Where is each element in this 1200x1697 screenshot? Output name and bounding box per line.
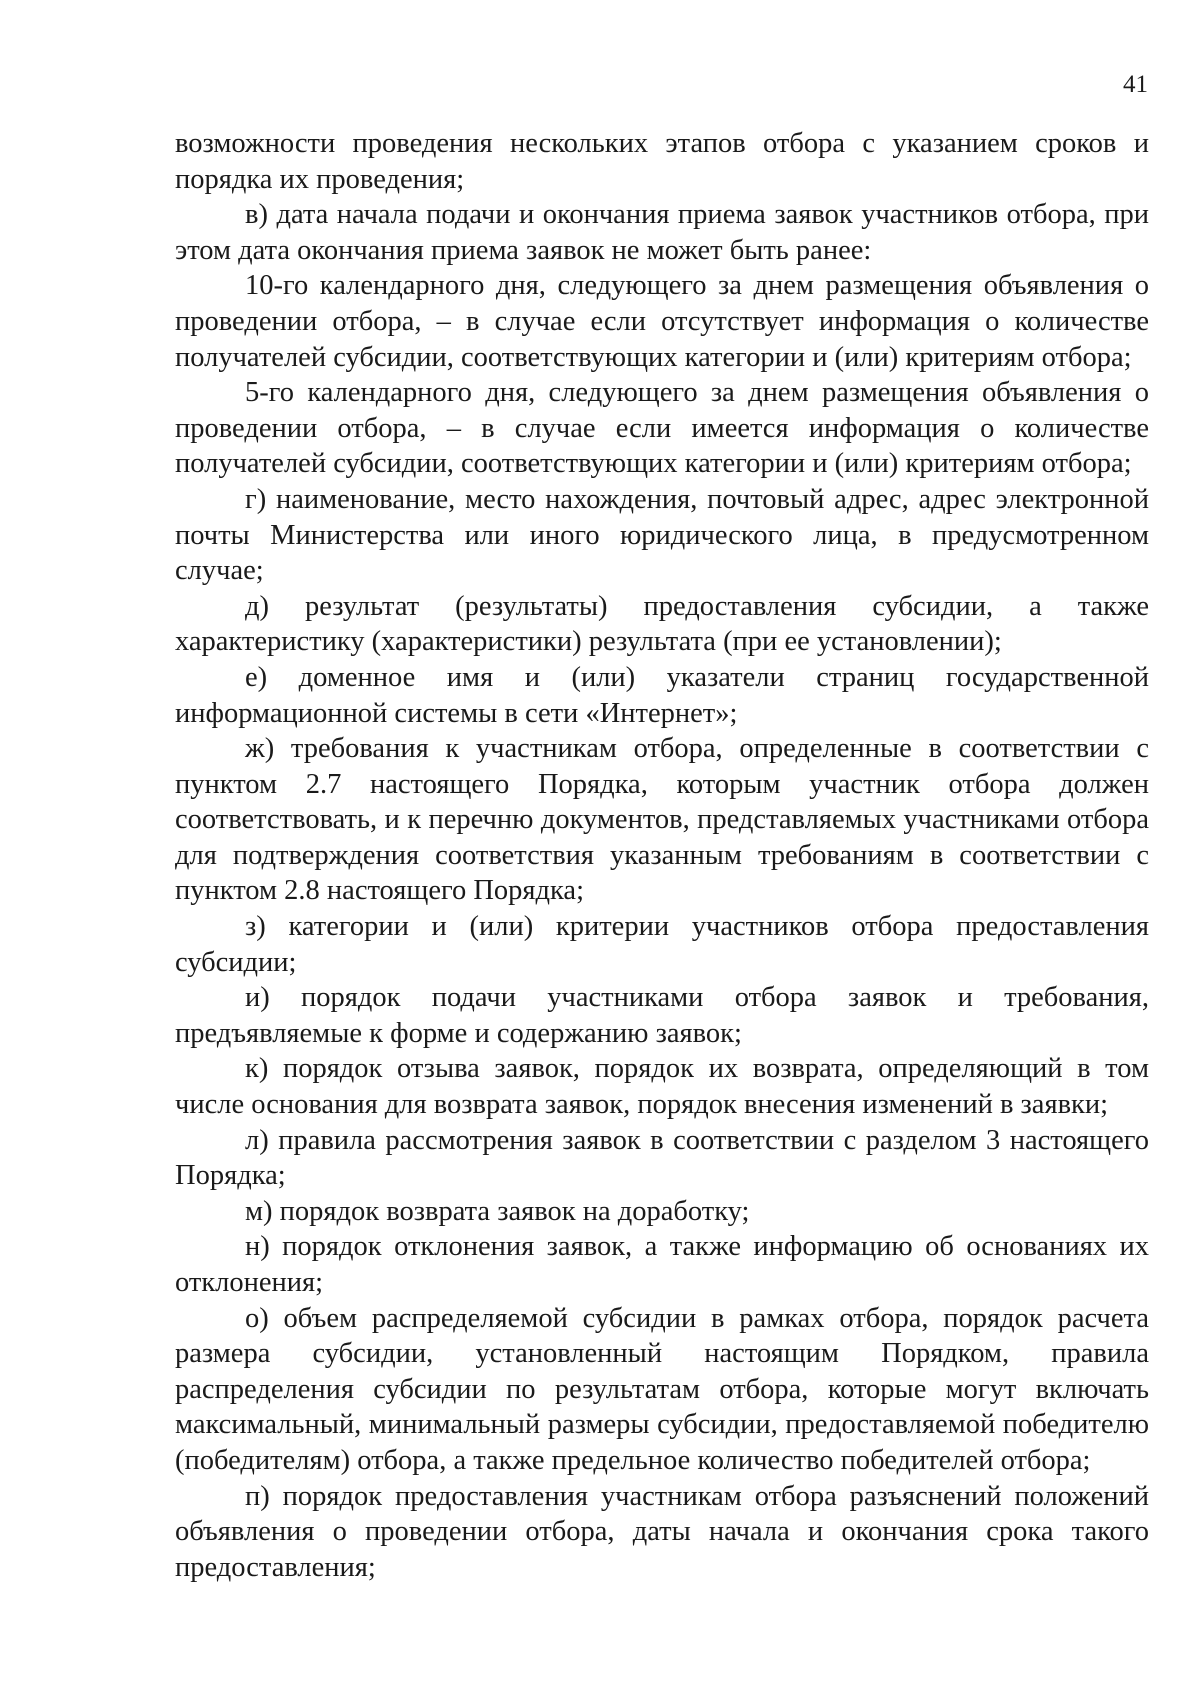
page-number: 41 [1123, 71, 1148, 98]
document-body [175, 126, 1149, 1585]
paragraph-item-m: м) порядок возврата заявок на доработку; [245, 1195, 750, 1227]
paragraph-item-i: и) порядок подачи участниками отбора заявок и требования, предъявляемые к форме и содержанию заявок; [175, 982, 1149, 1049]
paragraph-10th-day: 10-го календарного дня, следующего за днем размещения объявления о проведении отбора, – в случае если отсутствует информация о количестве получателей субсидии, соответствующих категории и (или) критериям отбора; [175, 270, 1149, 373]
paragraph-item-k: к) порядок отзыва заявок, порядок их возврата, определяющий в том числе основания для возврата заявок, порядок внесения изменений в заявки; [175, 1053, 1149, 1121]
paragraph-item-z: з) категории и (или) критерии участников отбора предоставления субсидии; [175, 911, 1149, 978]
paragraph-continuation: возможности проведения нескольких этапов отбора с указанием сроков и порядка их проведения; [175, 128, 1149, 195]
paragraph-item-l: л) правила рассмотрения заявок в соответствии с разделом 3 настоящего Порядка; [175, 1124, 1149, 1192]
paragraph-item-d: д) результат (результаты) предоставления субсидии, а также характеристику (характеристики) результата (при ее установлении); [175, 590, 1149, 658]
paragraph-item-o: о) объем распределяемой субсидии в рамках отбора, порядок расчета размера субсидии, установленный настоящим Порядком, правила распределения субсидии по результатам отбора, которые могут включать максимальный, минимальный размеры субсидии, предоставляемой победителю (победителям) отбора, а также предельное количество победителей отбора; [175, 1302, 1149, 1476]
paragraph-item-p: п) порядок предоставления участникам отбора разъяснений положений объявления о проведении отбора, даты начала и окончания срока такого предоставления; [175, 1480, 1149, 1583]
paragraph-item-v: в) дата начала подачи и окончания приема заявок участников отбора, при этом дата окончания приема заявок не может быть ранее: [175, 199, 1149, 266]
paragraph-item-e: е) доменное имя и (или) указатели страниц государственной информационной системы в сети «Интернет»; [175, 661, 1149, 729]
paragraph-item-g: г) наименование, место нахождения, почтовый адрес, адрес электронной почты Министерства или иного юридического лица, в предусмотренном случае; [175, 483, 1149, 587]
paragraph-item-n: н) порядок отклонения заявок, а также информацию об основаниях их отклонения; [175, 1231, 1149, 1298]
paragraph-item-zh: ж) требования к участникам отбора, определенные в соответствии с пунктом 2.7 настоящего Порядка, которым участник отбора должен соответствовать, и к перечню документов, представляемых участниками отбора для подтверждения соответствия указанным требованиям в соответствии с пунктом 2.8 настоящего Порядка; [175, 733, 1149, 907]
paragraph-5th-day: 5-го календарного дня, следующего за днем размещения объявления о проведении отбора, – в случае если имеется информация о количестве получателей субсидии, соответствующих категории и (или) критериям отбора; [175, 377, 1149, 480]
